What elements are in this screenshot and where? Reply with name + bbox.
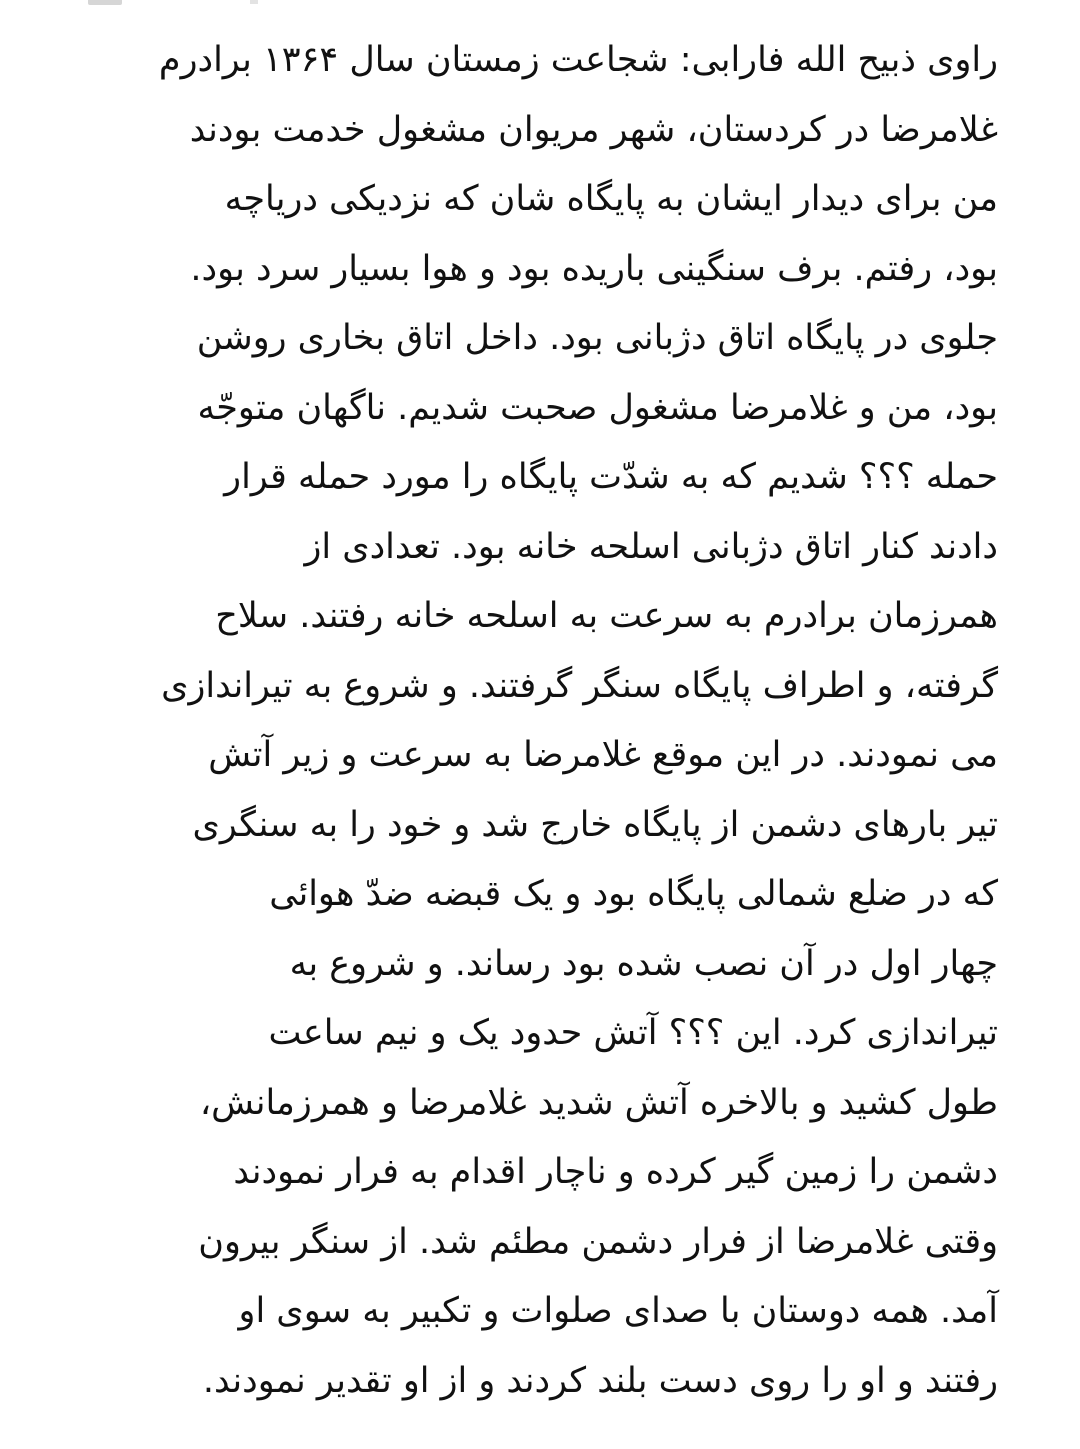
text-line-19: آمد. همه دوستان با صدای صلوات و تکبیر به سوی او — [238, 1291, 998, 1331]
text-line-5: جلوی در پایگاه اتاق دژبانی بود. داخل اتاق بخاری روشن — [196, 318, 998, 358]
text-line-10: گرفته، و اطراف پایگاه سنگر گرفتند. و شروع به تیراندازی — [161, 665, 998, 706]
text-line-2: غلامرضا در کردستان، شهر مریوان مشغول خدمت بودند — [189, 109, 998, 150]
text-line-6: بود، من و غلامرضا مشغول صحبت شدیم. ناگهان متوجّه — [197, 387, 998, 428]
text-line-14: چهار اول در آن نصب شده بود رساند. و شروع به — [289, 943, 998, 984]
text-line-16: طول کشید و بالاخره آتش شدید غلامرضا و همرزمانش، — [199, 1082, 998, 1123]
text-line-13: که در ضلع شمالی پایگاه بود و یک قبضه ضدّ هوائی — [269, 874, 998, 914]
text-line-12: تیر بارهای دشمن از پایگاه خارج شد و خود را به سنگری — [192, 804, 998, 845]
cropped-text-fragment-small — [250, 0, 258, 4]
text-line-17: دشمن را زمین گیر کرده و ناچار اقدام به فرار نمودند — [233, 1152, 998, 1192]
article-text — [68, 26, 998, 1416]
cropped-text-fragment — [88, 0, 122, 5]
text-line-15: تیراندازی کرد. این ؟؟؟ آتش حدود یک و نیم ساعت — [268, 1013, 998, 1053]
text-line-3: من برای دیدار ایشان به پایگاه شان که نزدیکی دریاچه — [224, 179, 998, 219]
text-line-7: حمله ؟؟؟ شدیم که به شدّت پایگاه را مورد حمله قرار — [224, 457, 998, 497]
text-line-1: راوی ذبیح الله فارابی: شجاعت زمستان سال ۱۳۶۴ برادرم — [158, 40, 998, 80]
text-line-11: می نمودند. در این موقع غلامرضا به سرعت و زیر آتش — [208, 735, 998, 775]
text-line-9: همرزمان برادرم به سرعت به اسلحه خانه رفتند. سلاح — [215, 596, 998, 636]
text-line-8: دادند کنار اتاق دژبانی اسلحه خانه بود. تعدادی از — [304, 526, 998, 567]
text-line-18: وقتی غلامرضا از فرار دشمن مطئم شد. از سنگر بیرون — [198, 1221, 998, 1262]
text-line-4: بود، رفتم. برف سنگینی باریده بود و هوا بسیار سرد بود. — [190, 248, 998, 289]
text-line-20: رفتند و او را روی دست بلند کردند و از او تقدیر نمودند. — [202, 1360, 998, 1401]
